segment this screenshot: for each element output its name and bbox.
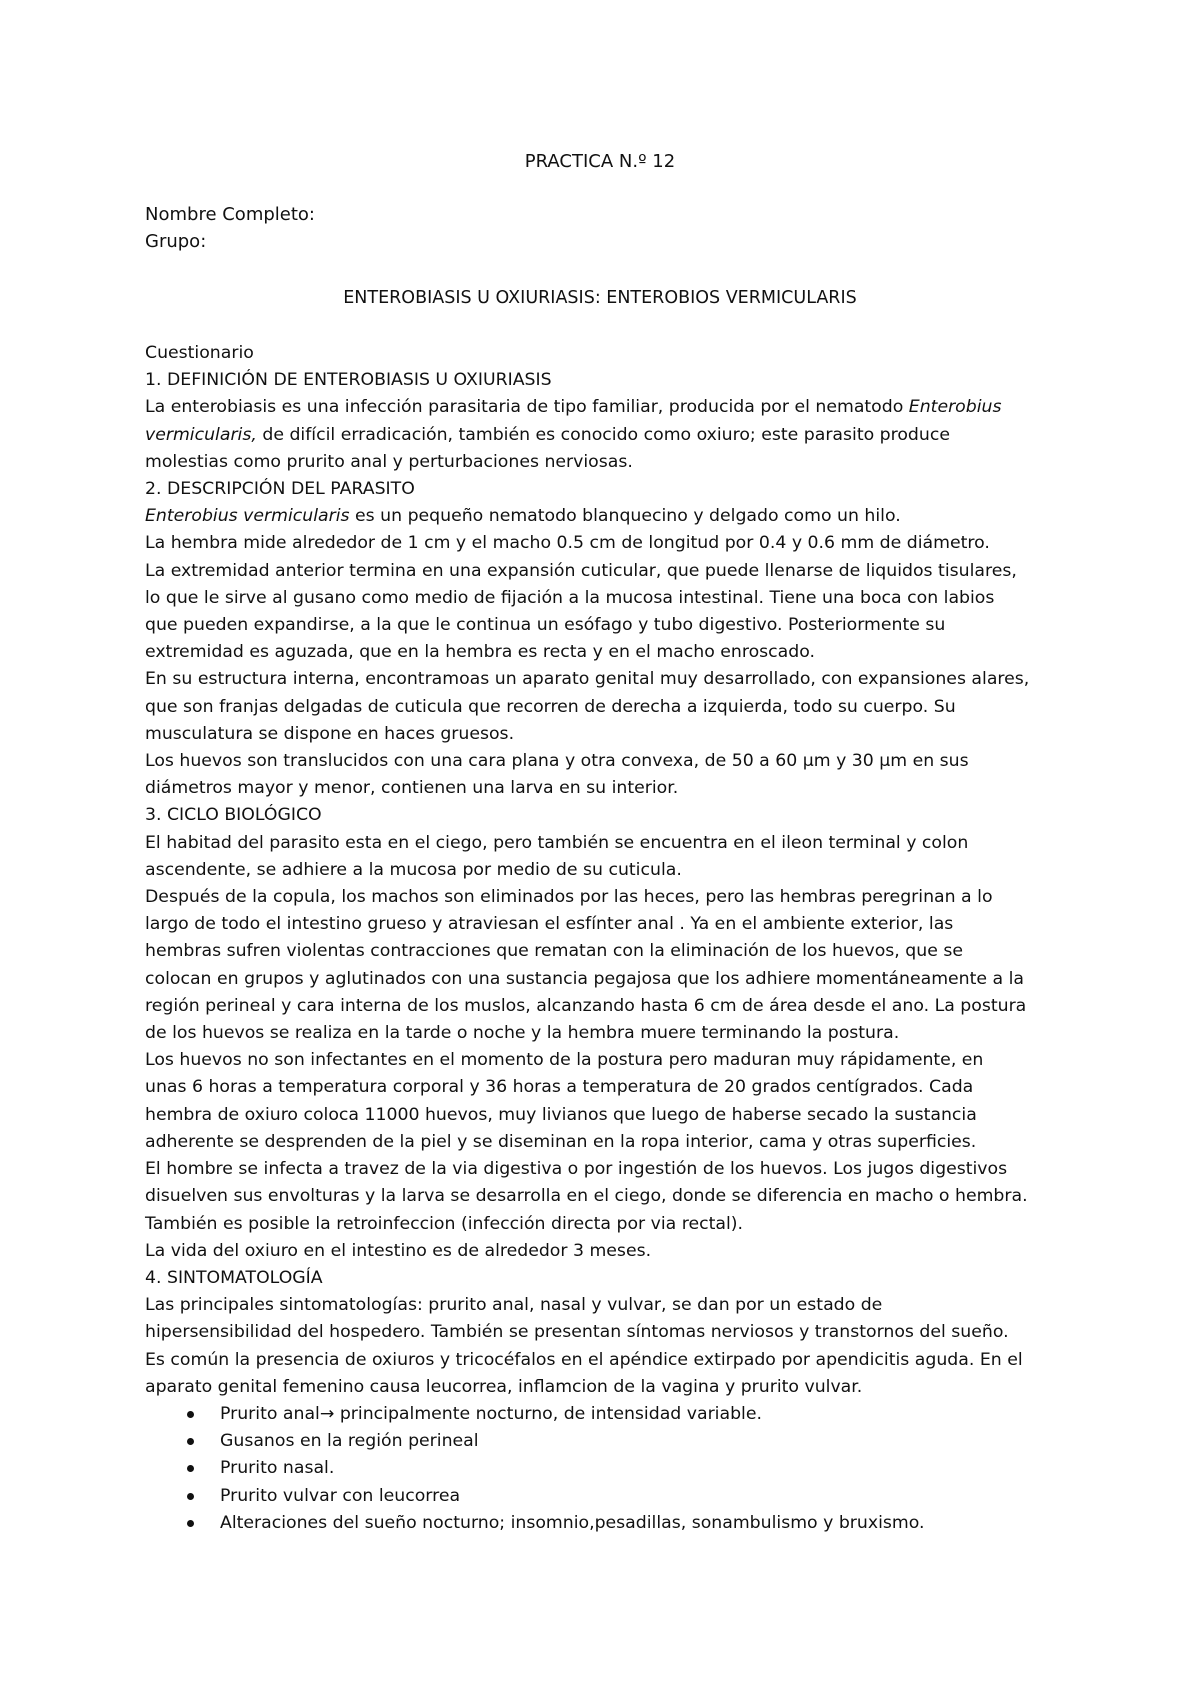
arrow-right-icon: →	[319, 1403, 335, 1424]
bullet-icon	[187, 1520, 194, 1527]
paragraph-line: Los huevos son translucidos con una cara plana y otra convexa, de 50 a 60 µm y 30 µm en sus	[145, 751, 969, 772]
section-heading: 2. DESCRIPCIÓN DEL PARASITO	[145, 479, 415, 500]
list-item	[145, 1510, 1075, 1537]
list-item-text: Prurito nasal.	[220, 1458, 335, 1479]
paragraph-line: molestias como prurito anal y perturbaciones nerviosas.	[145, 451, 633, 472]
bullet-icon	[187, 1493, 194, 1500]
paragraph-line: Después de la copula, los machos son eliminados por las heces, pero las hembras peregrinan a lo	[145, 887, 993, 908]
name-label: Nombre Completo:	[145, 204, 315, 225]
document-body	[145, 340, 1075, 1537]
paragraph-line: adherente se desprenden de la piel y se diseminan en la ropa interior, cama y otras superficies.	[145, 1131, 977, 1152]
paragraph-line	[145, 503, 1075, 530]
paragraph-line: La vida del oxiuro en el intestino es de alrededor 3 meses.	[145, 1240, 652, 1261]
paragraph-line: Es común la presencia de oxiuros y tricocéfalos en el apéndice extirpado por apendicitis aguda. En el	[145, 1349, 1023, 1370]
paragraph-line: colocan en grupos y aglutinados con una sustancia pegajosa que los adhiere momentáneamente a la	[145, 968, 1024, 989]
paragraph-line: región perineal y cara interna de los muslos, alcanzando hasta 6 cm de área desde el ano. La postura	[145, 995, 1027, 1016]
text-run: es un pequeño nematodo blanquecino y delgado como un hilo.	[349, 506, 901, 527]
paragraph-line: hembras sufren violentas contracciones que rematan con la eliminación de los huevos, que se	[145, 941, 963, 962]
list-item	[145, 1401, 1075, 1428]
paragraph-line: diámetros mayor y menor, contienen una larva en su interior.	[145, 778, 679, 799]
list-item-text: Gusanos en la región perineal	[220, 1431, 479, 1452]
paragraph-line: largo de todo el intestino grueso y atraviesan el esfínter anal . Ya en el ambiente exterior, las	[145, 914, 954, 935]
list-item	[145, 1455, 1075, 1482]
italic-run: Enterobius	[908, 397, 1002, 418]
paragraph-line: hembra de oxiuro coloca 11000 huevos, muy livianos que luego de haberse secado la sustancia	[145, 1104, 977, 1125]
paragraph-line: El hombre se infecta a travez de la via digestiva o por ingestión de los huevos. Los jugos digestivos	[145, 1159, 1008, 1180]
paragraph-line: que son franjas delgadas de cuticula que recorren de derecha a izquierda, todo su cuerpo. Su	[145, 696, 956, 717]
group-label: Grupo:	[145, 231, 207, 252]
paragraph-line: musculatura se dispone en haces gruesos.	[145, 723, 515, 744]
paragraph-line: También es posible la retroinfeccion (infección directa por via rectal).	[145, 1213, 743, 1234]
paragraph-line: La hembra mide alrededor de 1 cm y el macho 0.5 cm de longitud por 0.4 y 0.6 mm de diámetro.	[145, 533, 990, 554]
list-item-text: principalmente nocturno, de intensidad variable.	[334, 1403, 762, 1424]
paragraph-line: Los huevos no son infectantes en el momento de la postura pero maduran muy rápidamente, en	[145, 1050, 984, 1071]
document-title: PRACTICA N.º 12	[524, 151, 676, 172]
italic-run: vermicularis,	[145, 424, 257, 445]
bullet-icon	[187, 1438, 194, 1445]
paragraph-line: lo que le sirve al gusano como medio de fijación a la mucosa intestinal. Tiene una boca con labios	[145, 587, 995, 608]
topic-heading: ENTEROBIASIS U OXIURIASIS: ENTEROBIOS VERMICULARIS	[343, 288, 857, 308]
bullet-icon	[187, 1411, 194, 1418]
paragraph-line	[145, 394, 1075, 421]
symptom-list	[145, 1401, 1075, 1537]
paragraph-line	[145, 422, 1075, 449]
paragraph-line: aparato genital femenino causa leucorrea, inflamcion de la vagina y prurito vulvar.	[145, 1376, 863, 1397]
paragraph-line: disuelven sus envolturas y la larva se desarrolla en el ciego, donde se diferencia en macho o hembra.	[145, 1186, 1028, 1207]
list-item	[145, 1483, 1075, 1510]
paragraph-line: unas 6 horas a temperatura corporal y 36 horas a temperatura de 20 grados centígrados. Cada	[145, 1077, 974, 1098]
questionnaire-label: Cuestionario	[145, 343, 254, 363]
list-item-text: Prurito vulvar con leucorrea	[220, 1485, 461, 1506]
paragraph-line: ascendente, se adhiere a la mucosa por medio de su cuticula.	[145, 859, 682, 880]
bullet-icon	[187, 1465, 194, 1472]
italic-run: Enterobius vermicularis	[145, 506, 350, 527]
list-item-text: Prurito anal	[220, 1403, 320, 1424]
paragraph-line: hipersensibilidad del hospedero. También se presentan síntomas nerviosos y transtornos del sueño.	[145, 1322, 1009, 1343]
paragraph-line: de los huevos se realiza en la tarde o noche y la hembra muere terminando la postura.	[145, 1023, 900, 1044]
paragraph-line: Las principales sintomatologías: prurito anal, nasal y vulvar, se dan por un estado de	[145, 1295, 883, 1316]
paragraph-line: El habitad del parasito esta en el ciego, pero también se encuentra en el ileon terminal y colon	[145, 832, 969, 853]
section-heading: 3. CICLO BIOLÓGICO	[145, 805, 322, 826]
paragraph-line: La extremidad anterior termina en una expansión cuticular, que puede llenarse de liquidos tisulares,	[145, 560, 1017, 581]
paragraph-line: En su estructura interna, encontramoas un aparato genital muy desarrollado, con expansiones alares,	[145, 669, 1030, 690]
paragraph-line: que pueden expandirse, a la que le continua un esófago y tubo digestivo. Posteriormente su	[145, 615, 946, 636]
section-heading: 1. DEFINICIÓN DE ENTEROBIASIS U OXIURIASIS	[145, 370, 552, 391]
text-run: La enterobiasis es una infección parasitaria de tipo familiar, producida por el nematodo	[145, 397, 909, 418]
section-heading: 4. SINTOMATOLOGÍA	[145, 1267, 323, 1288]
list-item-text: Alteraciones del sueño nocturno; insomnio,pesadillas, sonambulismo y bruxismo.	[220, 1512, 925, 1533]
text-run: de difícil erradicación, también es conocido como oxiuro; este parasito produce	[256, 424, 950, 445]
paragraph-line: extremidad es aguzada, que en la hembra es recta y en el macho enroscado.	[145, 642, 816, 663]
list-item	[145, 1428, 1075, 1455]
